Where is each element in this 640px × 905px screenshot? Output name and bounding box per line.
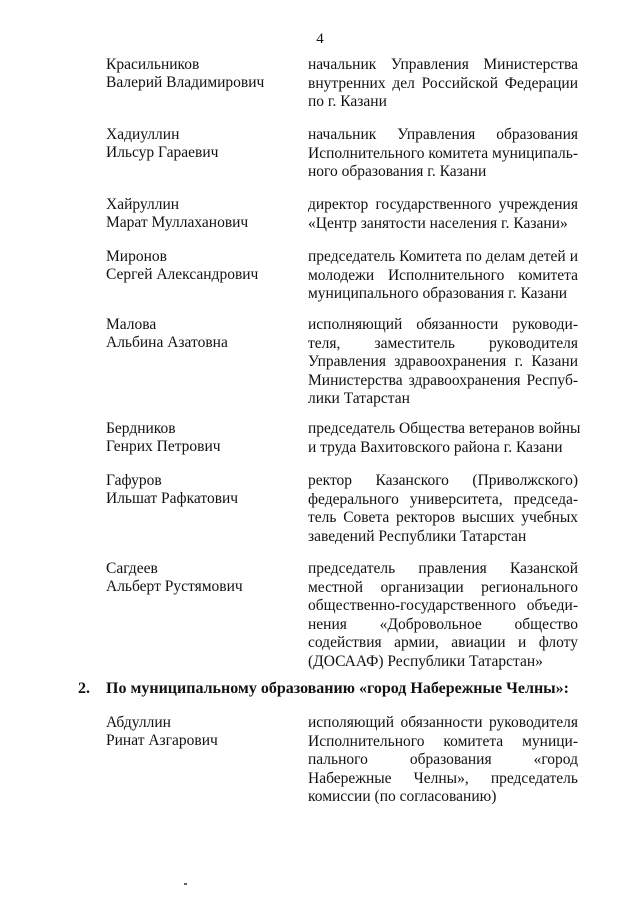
- position-line: по г. Казани: [308, 93, 387, 110]
- member-surname: Хайруллин: [106, 196, 180, 213]
- position-line: ного образования г. Казани: [308, 163, 487, 180]
- member-surname: Малова: [106, 316, 157, 333]
- member-given-names: Генрих Петрович: [106, 438, 221, 455]
- member-position: [308, 316, 578, 409]
- member-surname: Бердников: [106, 420, 176, 437]
- member-position: [308, 714, 578, 807]
- member-given-names: Альбина Азатовна: [106, 334, 228, 351]
- member-name: [106, 248, 296, 284]
- position-line: Исполнительного комитета муниципаль-: [308, 144, 579, 162]
- position-line: председатель Комитета по делам детей и: [308, 248, 578, 265]
- position-line: лики Татарстан: [308, 390, 410, 407]
- position-line: теля, заместитель руководителя: [308, 334, 578, 352]
- position-line: Набережные Челны», председатель: [308, 769, 578, 787]
- position-line: внутренних дел Российской Федерации: [308, 74, 578, 92]
- position-line: местной организации регионального: [308, 578, 578, 596]
- member-position: [308, 56, 578, 112]
- page-number: 4: [316, 31, 324, 47]
- member-given-names: Ильсур Гараевич: [106, 144, 219, 161]
- member-surname: Красильников: [106, 56, 200, 73]
- position-line: комиссии (по согласованию): [308, 788, 497, 805]
- member-position: [308, 196, 578, 233]
- member-name: [106, 126, 296, 162]
- position-line: Министерства здравоохранения Респуб-: [308, 371, 578, 389]
- member-given-names: Ильшат Рафкатович: [106, 490, 239, 507]
- position-line: и труда Вахитовского района г. Казани: [308, 438, 563, 456]
- member-given-names: Валерий Владимирович: [106, 74, 265, 91]
- position-line: председатель правления Казанской: [308, 560, 578, 577]
- member-name: [106, 560, 296, 596]
- member-given-names: Альберт Рустямович: [106, 578, 243, 595]
- member-given-names: Ринат Азгарович: [106, 732, 218, 749]
- position-line: Исполнительного комитета муници-: [308, 732, 578, 750]
- scan-speck: [184, 883, 187, 885]
- member-surname: Миронов: [106, 248, 167, 265]
- position-line: пального образования «город: [308, 751, 578, 768]
- member-given-names: Марат Муллаханович: [106, 214, 249, 231]
- member-position: [308, 126, 578, 182]
- position-line: содействия армии, авиации и флоту: [308, 634, 578, 651]
- position-line: тель Совета ректоров высших учебных: [308, 509, 578, 526]
- position-line: общественно-государственного объеди-: [308, 597, 578, 614]
- position-line: (ДОСААФ) Республики Татарстан»: [308, 652, 543, 670]
- position-line: нения «Добровольное общество: [308, 615, 578, 633]
- member-position: [308, 560, 578, 671]
- position-line: начальник Управления образования: [308, 126, 578, 143]
- member-name: [106, 316, 296, 352]
- position-line: ректор Казанского (Приволжского): [308, 472, 578, 489]
- member-position: [308, 472, 578, 546]
- position-line: молодежи Исполнительного комитета: [308, 266, 578, 284]
- member-position: [308, 248, 578, 304]
- member-name: [106, 472, 296, 508]
- member-surname: Абдуллин: [106, 714, 171, 731]
- member-name: [106, 56, 296, 92]
- position-line: муниципального образования г. Казани: [308, 285, 568, 302]
- section-title: По муниципальному образованию «город Набережные Челны»:: [106, 680, 569, 697]
- member-given-names: Сергей Александрович: [106, 266, 259, 283]
- member-surname: Гафуров: [106, 472, 162, 489]
- member-position: [308, 420, 581, 457]
- position-line: Управления здравоохранения г. Казани: [308, 353, 578, 370]
- position-line: начальник Управления Министерства: [308, 56, 578, 73]
- member-surname: Хадиуллин: [106, 126, 180, 143]
- section-heading: [78, 679, 569, 699]
- position-line: «Центр занятости населения г. Казани»: [308, 214, 568, 232]
- member-name: [106, 420, 296, 456]
- position-line: исполняющий обязанности руководи-: [308, 316, 578, 333]
- position-line: федерального университета, председа-: [308, 490, 578, 508]
- section-number: 2.: [78, 680, 90, 697]
- position-line: председатель Общества ветеранов войны: [308, 420, 581, 437]
- member-surname: Сагдеев: [106, 560, 158, 577]
- member-name: [106, 196, 296, 232]
- position-line: директор государственного учреждения: [308, 196, 578, 213]
- position-line: исполяющий обязанности руководителя: [308, 714, 578, 731]
- position-line: заведений Республики Татарстан: [308, 527, 527, 545]
- member-name: [106, 714, 296, 750]
